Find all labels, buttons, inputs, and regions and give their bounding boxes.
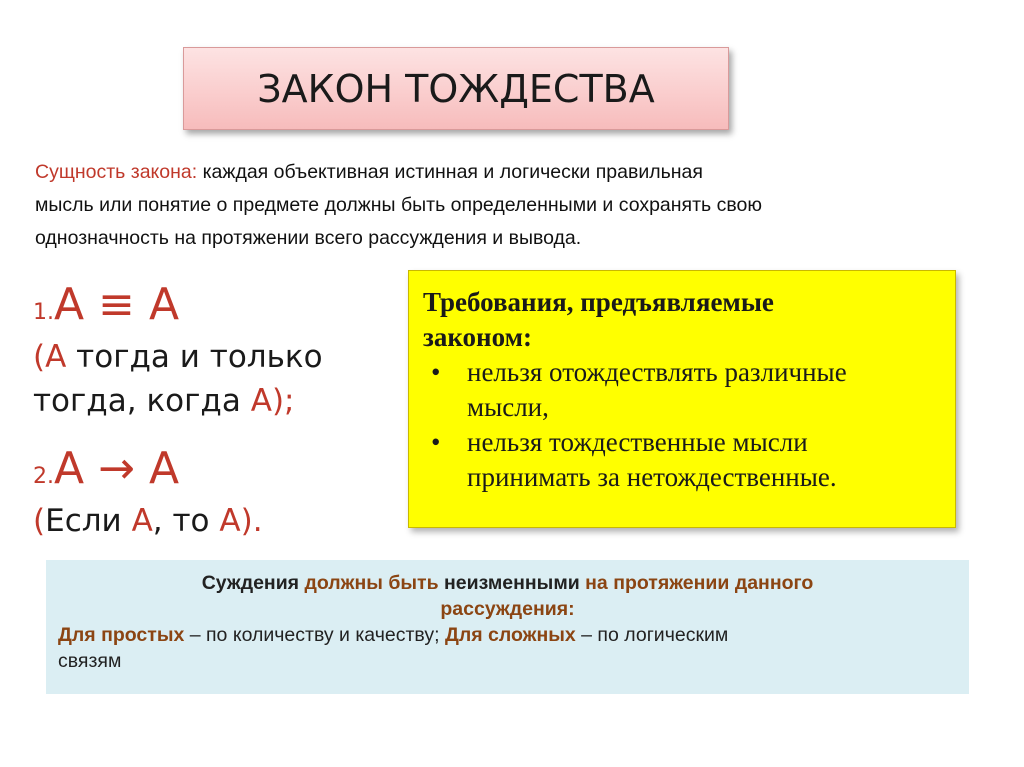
paren-open: ( [33,339,46,375]
complex-text: – по логическим [575,624,729,646]
rule-word: Суждения [201,572,305,594]
rule-word: должны быть [304,572,445,594]
formula-1-expression: А ≡ А [54,279,180,330]
paren-close: ). [240,503,263,539]
requirements-heading [423,285,939,355]
variable-a: А [45,339,67,375]
rule-word: на протяжении данного [585,572,814,594]
requirements-heading-line-1: Требования, предъявляемые [423,287,774,317]
slide-title: ЗАКОН ТОЖДЕСТВА [183,47,729,130]
variable-a: А [219,503,241,539]
essence-line-1: каждая объективная истинная и логически правильная [197,161,703,183]
variable-a: А [131,503,153,539]
formula-identity [33,279,393,423]
formula-2-expression: А → А [54,443,180,494]
formula-1-text-2: тогда, когда [33,383,251,419]
formula-1-number: 1. [33,300,54,325]
complex-text-tail: связям [58,650,122,672]
variable-a: А [250,383,272,419]
essence-label: Сущность закона: [35,161,198,183]
requirements-list [423,355,939,495]
essence-line-3: однозначность на протяжении всего рассуждения и вывода. [35,227,582,249]
simple-label: Для простых [58,624,185,646]
rule-word: рассуждения: [440,598,575,620]
law-essence [35,156,995,255]
paren-open: ( [33,503,46,539]
rule-box [46,560,969,694]
formula-2-text: Если [45,503,132,539]
rule-statement [58,570,957,622]
requirement-text: нельзя тождественные мысли [467,427,808,457]
formula-2-text-2: , то [152,503,220,539]
requirement-item [423,425,939,495]
requirement-text: нельзя отождествлять различные [467,357,847,387]
formula-1-text: тогда и только [66,339,323,375]
formula-implication [33,443,393,543]
bullet-icon: • [431,427,441,457]
paren-close: ); [271,383,295,419]
essence-line-2: мысль или понятие о предмете должны быть определенными и сохранять свою [35,194,762,216]
bullet-icon: • [431,357,441,387]
requirement-text: принимать за нетождественные. [467,462,837,492]
complex-label: Для сложных [444,624,576,646]
rule-word: неизменными [444,572,586,594]
rule-details [58,622,957,674]
requirements-heading-line-2: законом: [423,322,532,352]
requirement-text: мысли, [467,392,549,422]
requirements-box [408,270,956,528]
simple-text: – по количеству и качеству; [184,624,445,646]
requirement-item [423,355,939,425]
formula-2-number: 2. [33,464,54,489]
